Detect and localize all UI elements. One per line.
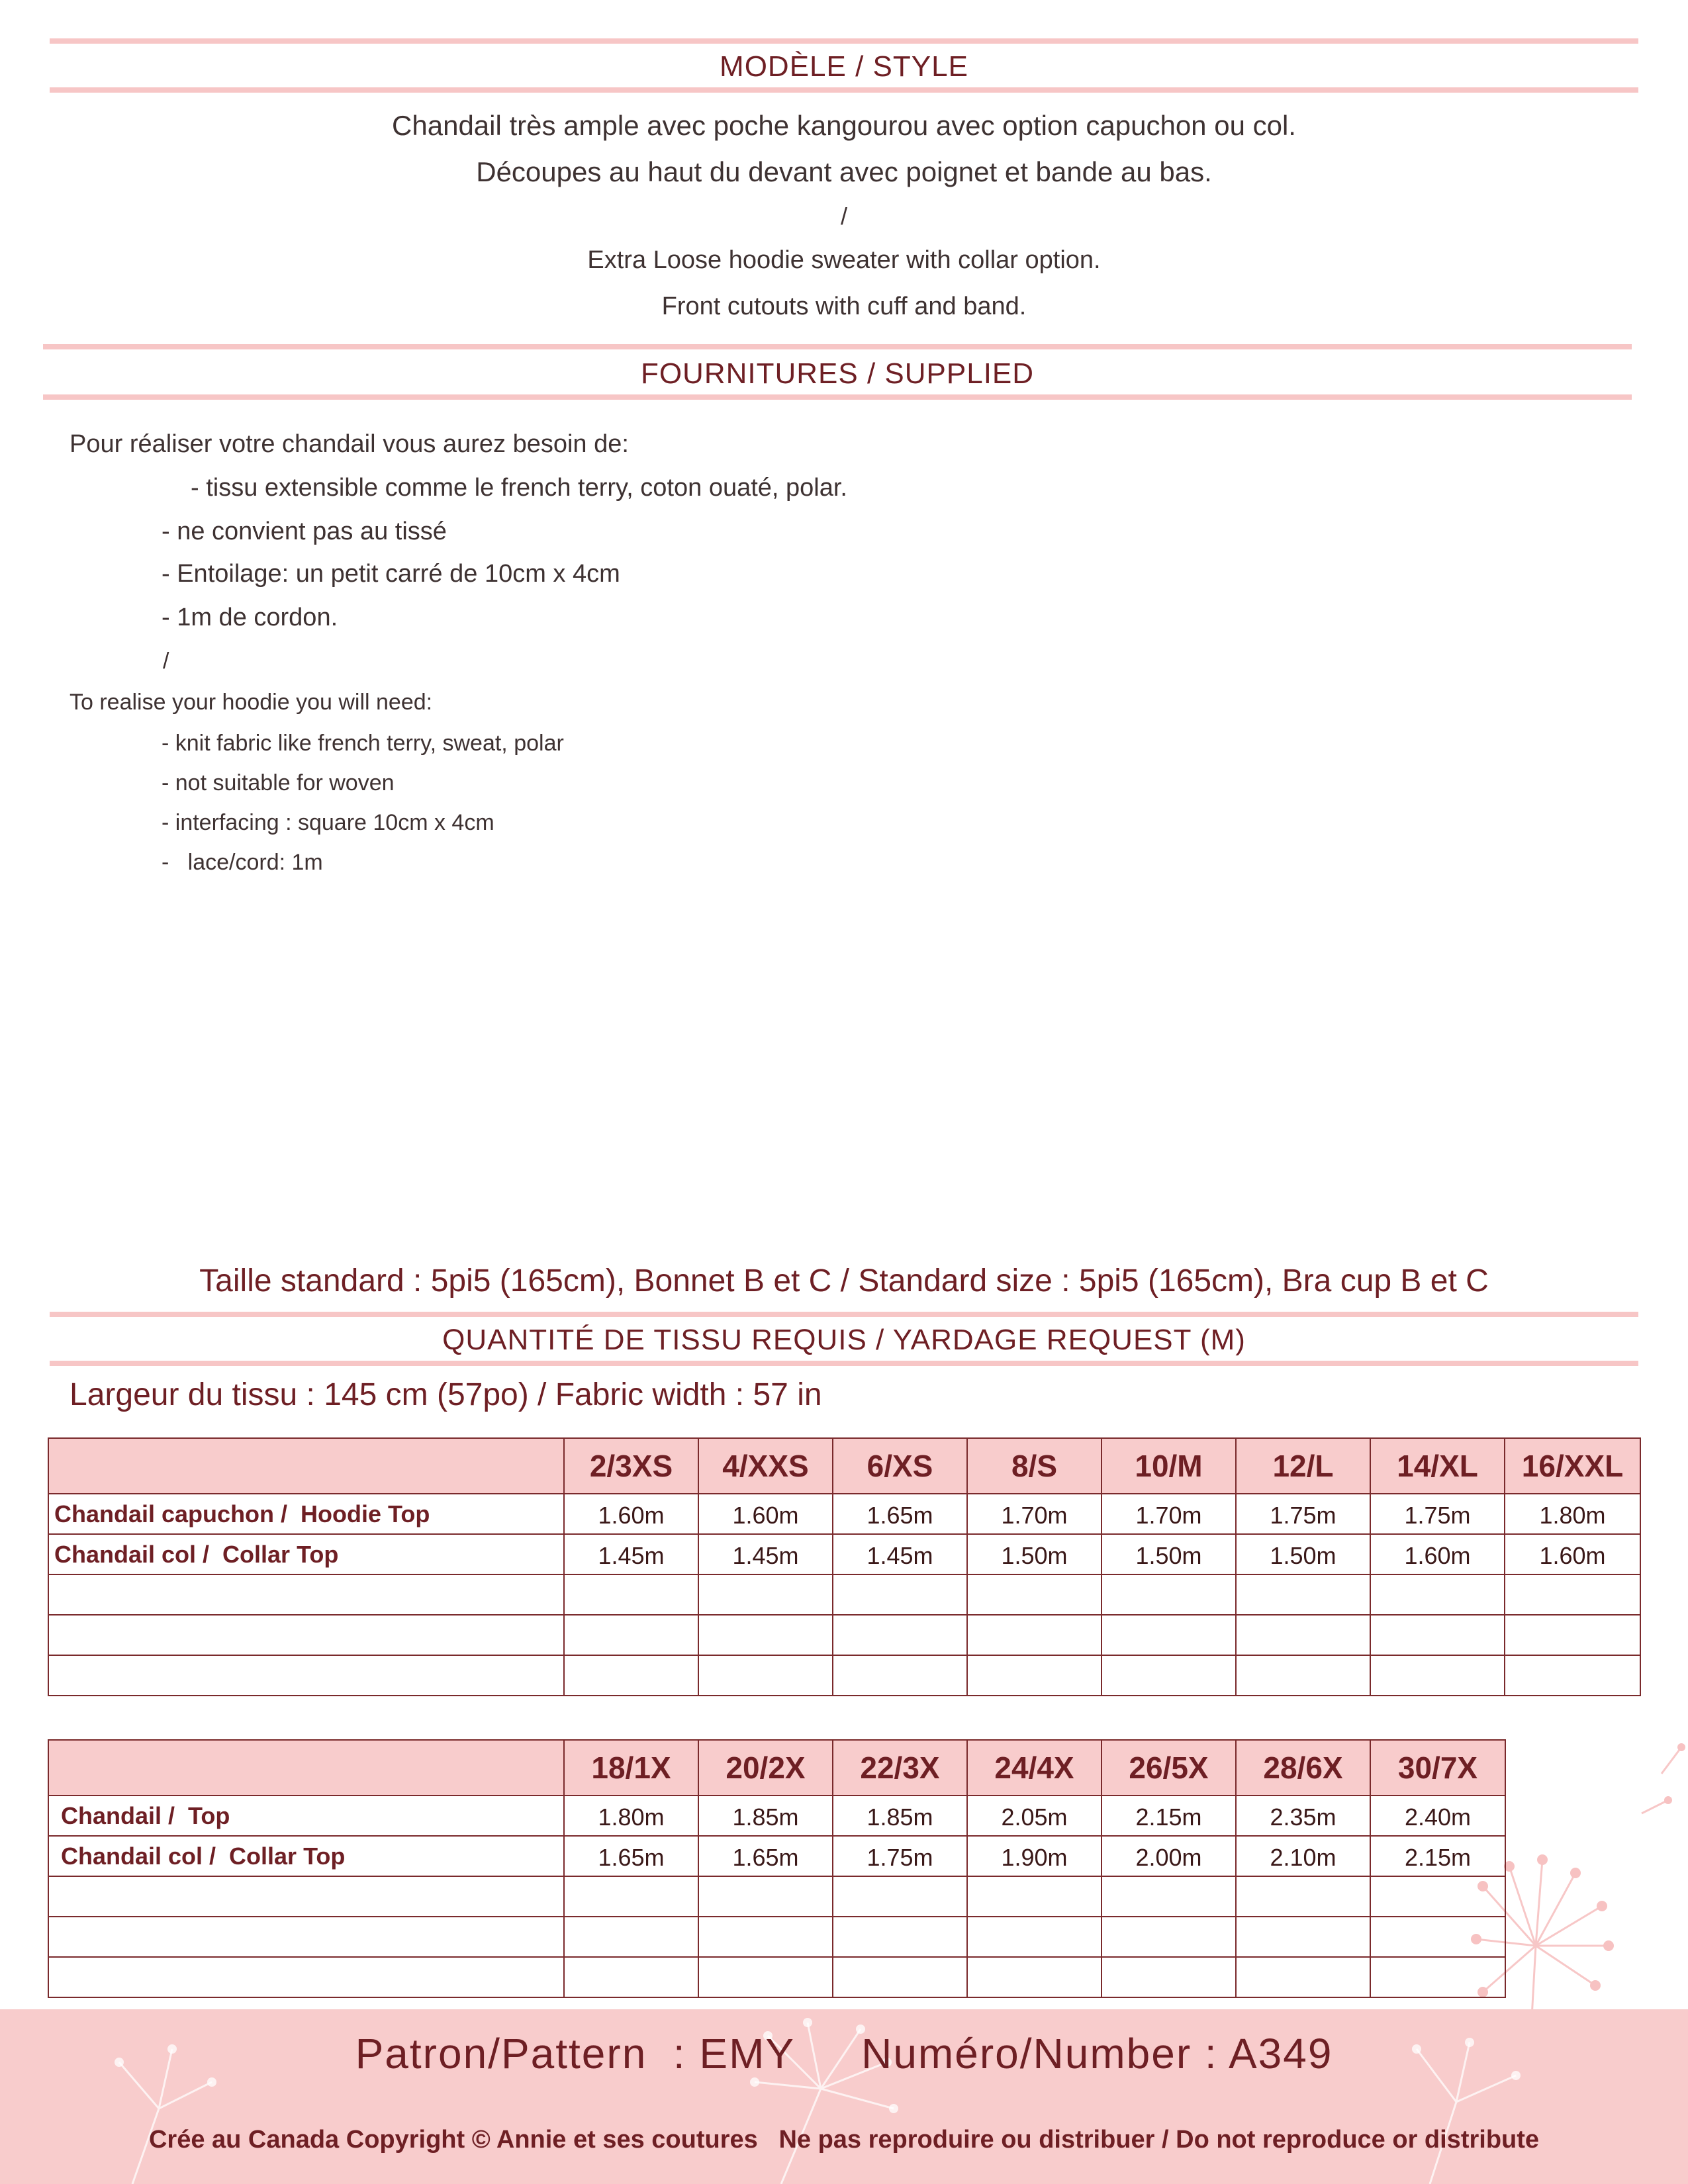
supplies-separator: / bbox=[163, 649, 169, 674]
empty-row bbox=[48, 1655, 1640, 1696]
pattern-info bbox=[0, 2029, 1688, 2078]
yardage-cell: 1.85m bbox=[698, 1796, 833, 1836]
yardage-cell: 2.00m bbox=[1102, 1836, 1236, 1876]
style-section-title: MODÈLE / STYLE bbox=[720, 50, 968, 83]
table-row bbox=[48, 1796, 1505, 1836]
size-header: 26/5X bbox=[1102, 1740, 1236, 1796]
yardage-cell: 1.60m bbox=[698, 1494, 833, 1534]
yardage-cell: 1.50m bbox=[1236, 1534, 1370, 1574]
supplies-en-item-2: - not suitable for woven bbox=[162, 770, 395, 796]
supplies-fr-item-4: - 1m de cordon. bbox=[162, 604, 338, 631]
footer-band bbox=[0, 2009, 1688, 2184]
yardage-cell: 1.65m bbox=[564, 1836, 698, 1876]
yardage-cell: 1.45m bbox=[564, 1534, 698, 1574]
row-label: Chandail col / Collar Top bbox=[48, 1836, 564, 1876]
yardage-cell: 2.35m bbox=[1236, 1796, 1370, 1836]
supplies-top-rule bbox=[43, 344, 1632, 349]
yardage-cell: 1.65m bbox=[833, 1494, 967, 1534]
yardage-cell: 1.80m bbox=[1505, 1494, 1640, 1534]
style-bottom-rule bbox=[50, 87, 1638, 93]
style-line-4: Front cutouts with cuff and band. bbox=[661, 293, 1027, 320]
yardage-cell: 1.60m bbox=[564, 1494, 698, 1534]
supplies-bottom-rule bbox=[43, 394, 1632, 400]
size-header: 14/XL bbox=[1370, 1438, 1505, 1494]
size-header: 18/1X bbox=[564, 1740, 698, 1796]
supplies-en-item-1: - knit fabric like french terry, sweat, polar bbox=[162, 731, 564, 756]
yardage-cell: 1.45m bbox=[833, 1534, 967, 1574]
table-row bbox=[48, 1836, 1505, 1876]
size-header: 16/XXL bbox=[1505, 1438, 1640, 1494]
size-header: 24/4X bbox=[967, 1740, 1102, 1796]
table-2-header-row bbox=[48, 1740, 1505, 1796]
empty-row bbox=[48, 1615, 1640, 1655]
table-1-header-row bbox=[48, 1438, 1640, 1494]
yardage-cell: 1.60m bbox=[1370, 1534, 1505, 1574]
yardage-cell: 1.50m bbox=[1102, 1534, 1236, 1574]
empty-row bbox=[48, 1957, 1505, 1997]
pattern-name: Patron/Pattern : EMY bbox=[355, 2030, 796, 2077]
supplies-fr-intro: Pour réaliser votre chandail vous aurez besoin de: bbox=[70, 430, 629, 458]
yardage-cell: 1.85m bbox=[833, 1796, 967, 1836]
size-header: 12/L bbox=[1236, 1438, 1370, 1494]
yardage-cell: 1.50m bbox=[967, 1534, 1102, 1574]
table-row bbox=[48, 1534, 1640, 1574]
standard-size: Taille standard : 5pi5 (165cm), Bonnet B et C / Standard size : 5pi5 (165cm), Bra cup B et C bbox=[199, 1263, 1489, 1298]
supplies-fr-item-3: - Entoilage: un petit carré de 10cm x 4cm bbox=[162, 560, 620, 588]
style-line-1: Chandail très ample avec poche kangourou avec option capuchon ou col. bbox=[392, 110, 1296, 141]
size-header: 2/3XS bbox=[564, 1438, 698, 1494]
yardage-cell: 1.80m bbox=[564, 1796, 698, 1836]
yardage-cell: 1.45m bbox=[698, 1534, 833, 1574]
yardage-top-rule bbox=[50, 1312, 1638, 1317]
yardage-bottom-rule bbox=[50, 1361, 1638, 1366]
empty-row bbox=[48, 1574, 1640, 1615]
size-header: 20/2X bbox=[698, 1740, 833, 1796]
style-line-separator: / bbox=[840, 203, 847, 230]
empty-row bbox=[48, 1876, 1505, 1917]
yardage-table-2 bbox=[48, 1739, 1506, 1998]
yardage-table-1 bbox=[48, 1437, 1641, 1696]
yardage-cell: 1.65m bbox=[698, 1836, 833, 1876]
yardage-cell: 1.75m bbox=[1370, 1494, 1505, 1534]
table-row bbox=[48, 1494, 1640, 1534]
size-header: 28/6X bbox=[1236, 1740, 1370, 1796]
size-header: 6/XS bbox=[833, 1438, 967, 1494]
size-header: 4/XXS bbox=[698, 1438, 833, 1494]
table-1-corner-cell bbox=[48, 1438, 564, 1494]
yardage-cell: 2.10m bbox=[1236, 1836, 1370, 1876]
size-header: 8/S bbox=[967, 1438, 1102, 1494]
row-label: Chandail / Top bbox=[48, 1796, 564, 1836]
row-label: Chandail col / Collar Top bbox=[48, 1534, 564, 1574]
yardage-cell: 2.15m bbox=[1102, 1796, 1236, 1836]
style-line-3: Extra Loose hoodie sweater with collar option. bbox=[587, 246, 1101, 274]
pattern-number: Numéro/Number : A349 bbox=[861, 2030, 1333, 2077]
size-header: 10/M bbox=[1102, 1438, 1236, 1494]
yardage-cell: 1.70m bbox=[1102, 1494, 1236, 1534]
size-header: 22/3X bbox=[833, 1740, 967, 1796]
yardage-cell: 1.70m bbox=[967, 1494, 1102, 1534]
copyright-notice: Crée au Canada Copyright © Annie et ses coutures Ne pas reproduire ou distribuer / Do not reproduce or distribute bbox=[148, 2126, 1540, 2154]
yardage-cell: 1.75m bbox=[1236, 1494, 1370, 1534]
supplies-fr-item-1: - tissu extensible comme le french terry, coton ouaté, polar. bbox=[191, 474, 847, 502]
empty-row bbox=[48, 1917, 1505, 1957]
supplies-fr-item-2: - ne convient pas au tissé bbox=[162, 518, 447, 545]
supplies-en-item-3: - interfacing : square 10cm x 4cm bbox=[162, 810, 494, 835]
table-2-corner-cell bbox=[48, 1740, 564, 1796]
row-label: Chandail capuchon / Hoodie Top bbox=[48, 1494, 564, 1534]
yardage-cell: 1.75m bbox=[833, 1836, 967, 1876]
yardage-cell: 2.05m bbox=[967, 1796, 1102, 1836]
supplies-en-item-4: - lace/cord: 1m bbox=[162, 850, 323, 875]
yardage-cell: 2.15m bbox=[1370, 1836, 1505, 1876]
yardage-section-title: QUANTITÉ DE TISSU REQUIS / YARDAGE REQUEST (M) bbox=[442, 1324, 1246, 1356]
yardage-cell: 2.40m bbox=[1370, 1796, 1505, 1836]
style-line-2: Découpes au haut du devant avec poignet et bande au bas. bbox=[476, 156, 1212, 187]
supplies-section-title: FOURNITURES / SUPPLIED bbox=[640, 357, 1035, 390]
style-top-rule bbox=[50, 38, 1638, 44]
yardage-cell: 1.90m bbox=[967, 1836, 1102, 1876]
supplies-en-intro: To realise your hoodie you will need: bbox=[70, 690, 433, 715]
fabric-width: Largeur du tissu : 145 cm (57po) / Fabric width : 57 in bbox=[70, 1377, 822, 1412]
yardage-cell: 1.60m bbox=[1505, 1534, 1640, 1574]
size-header: 30/7X bbox=[1370, 1740, 1505, 1796]
